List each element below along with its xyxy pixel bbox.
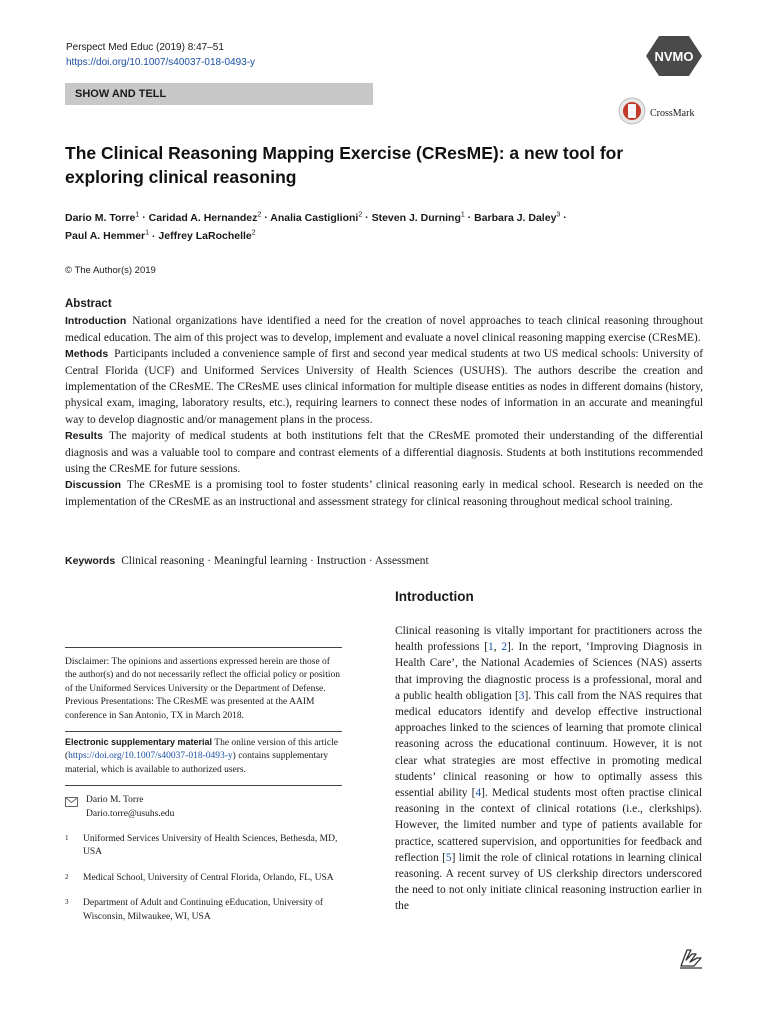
affiliation: 2 Medical School, University of Central Florida, Orlando, FL, USA: [65, 872, 334, 883]
footnote-divider: [65, 731, 342, 732]
journal-citation: Perspect Med Educ (2019) 8:47–51: [66, 42, 224, 53]
author-list: Dario M. Torre$^1$ · Caridad A. Hernandez$^2$ · Analia Castiglioni$^2$ · Steven J. Durning$^1$ · Barbara J. Daley$^3$ · Paul A. Hemmer$^1$ · Jeffrey LaRochelle$^2$: [65, 211, 567, 242]
disclaimer-block: [65, 656, 342, 723]
citation-link[interactable]: 1: [488, 641, 494, 654]
citation-link[interactable]: 2: [501, 641, 508, 654]
springer-horse-icon: [678, 946, 704, 975]
nvmo-logo-icon: [644, 34, 704, 78]
article-title: The Clinical Reasoning Mapping Exercise (CResME): a new tool for exploring clinical reasoning: [65, 143, 624, 187]
affiliation: 3 Department of Adult and Continuing eEducation, University of Wisconsin, Milwaukee, WI, USA: [65, 898, 324, 922]
abstract-heading: Abstract: [65, 298, 112, 310]
esm-label: Electronic supplementary material: [65, 737, 213, 748]
crossmark-icon: [618, 96, 646, 131]
author[interactable]: Steven J. Durning$^1$: [371, 211, 465, 224]
author[interactable]: Jeffrey LaRochelle$^2$: [158, 229, 256, 242]
abstract-methods: Methods Participants included a convenience sample of first and second year medical students at two US medical schools: University of Central Florida (UCF) and Uniformed Services University of Health Sciences (USUHS). The authors describe the creation and implementation of the CResME. The CResME uses clinical information for multiple disease entities as nodes in different domains (history, physical exam, imaging, laboratory results, etc.), requiring learners to connect these nodes of information in an accurate and meaningful way to develop diagnostic and/or management plans in the process.: [65, 348, 703, 426]
esm-link[interactable]: https://doi.org/10.1007/s40037-018-0493-y: [68, 751, 233, 762]
crossmark-badge[interactable]: [618, 96, 694, 131]
esm-block: Electronic supplementary material The online version of this article (https://doi.org/10.1007/s40037-018-0493-y) contains supplementary material, which is available to authorized users.: [65, 737, 338, 775]
abstract-discussion: Discussion The CResME is a promising tool to foster students’ clinical reasoning early in medical school. Research is needed on the implementation of the CResME as an instructional and assessment strategy for clinical reasoning throughout medical school training.: [65, 479, 703, 508]
keywords-label: Keywords: [65, 555, 116, 567]
section-label: SHOW AND TELL: [65, 83, 373, 105]
corresponding-email[interactable]: Dario.torre@usuhs.edu: [86, 808, 175, 819]
copyright-notice: © The Author(s) 2019: [65, 265, 156, 276]
footnotes: [65, 647, 342, 924]
author[interactable]: Caridad A. Hernandez$^2$: [148, 211, 262, 224]
corresponding-author: [65, 794, 342, 821]
disclaimer-text: Disclaimer: The opinions and assertions expressed herein are those of the author(s) and do not necessarily reflect the official policy or position of the Uniformed Services University or the Department of Defense.: [65, 657, 340, 694]
abstract-introduction: Introduction National organizations have identified a need for the creation of novel approaches to teach clinical reasoning throughout medical education. The aim of this project was to develop, implement and evaluate a novel clinical reasoning mapping exercise (CResME).: [65, 315, 703, 344]
keywords: [65, 555, 429, 567]
footnote-divider: [65, 785, 342, 786]
logo-text: NVMO: [654, 49, 694, 64]
author[interactable]: Paul A. Hemmer$^1$: [65, 229, 150, 242]
citation-link[interactable]: 5: [445, 851, 452, 864]
citation-link[interactable]: 3: [518, 689, 525, 702]
presentations-text: Previous Presentations: The CResME was presented at the AAIM conference in San Antonio, TX in March 2018.: [65, 697, 315, 721]
affiliation: 1 Uniformed Services University of Health Sciences, Bethesda, MD, USA: [65, 834, 338, 858]
citation-link[interactable]: 4: [475, 787, 482, 800]
crossmark-label: CrossMark: [650, 108, 695, 119]
envelope-icon: [65, 797, 78, 807]
abstract: [65, 296, 703, 510]
journal-header: [66, 40, 255, 70]
introduction-heading: Introduction: [395, 589, 474, 604]
corresponding-name: Dario M. Torre: [86, 795, 144, 806]
keywords-text: Clinical reasoning · Meaningful learning · Instruction · Assessment: [121, 555, 429, 567]
author[interactable]: Analia Castiglioni$^2$: [270, 211, 363, 224]
author[interactable]: Dario M. Torre$^1$: [65, 211, 140, 224]
author[interactable]: Barbara J. Daley$^3$: [474, 211, 561, 224]
abstract-results: Results The majority of medical students at both institutions felt that the CResME promoted their understanding of the differential diagnosis and was a valuable tool to compare and contrast elements of a differential diagnosis. Students at both institutions recommended using the CResME for future sessions.: [65, 430, 703, 476]
introduction-body: Clinical reasoning is vitally important for practitioners across the health professions [1, 2]. In the report, ‘Improving Diagnosis in Health Care’, the National Academies of Sciences (NAS) asserts that improving the diagnostic process is a professional, moral and a public health obligation [3]. This call from the NAS requires that medical educators identify and develop effective instructional approaches linked to the sciences of learning that promote clinical reasoning across the educational continuum. However, it is not clear what strategies are most effective in promoting medical students’ clinical reasoning or how to optimally assess this essential ability [4]. Medical students most often practise clinical reasoning in the context of clinical rotations (i.e., clerkships). However, the limited number and type of patients available for practice, scattered supervision, and opportunities for feedback and reflection [5] limit the role of clinical rotations in learning clinical reasoning. A recent survey of US clerkship directors underscored the need to not only initiate clinical reasoning instruction earlier in the: [395, 625, 703, 913]
doi-link[interactable]: https://doi.org/10.1007/s40037-018-0493-y: [66, 57, 256, 68]
footnote-divider: [65, 647, 342, 648]
